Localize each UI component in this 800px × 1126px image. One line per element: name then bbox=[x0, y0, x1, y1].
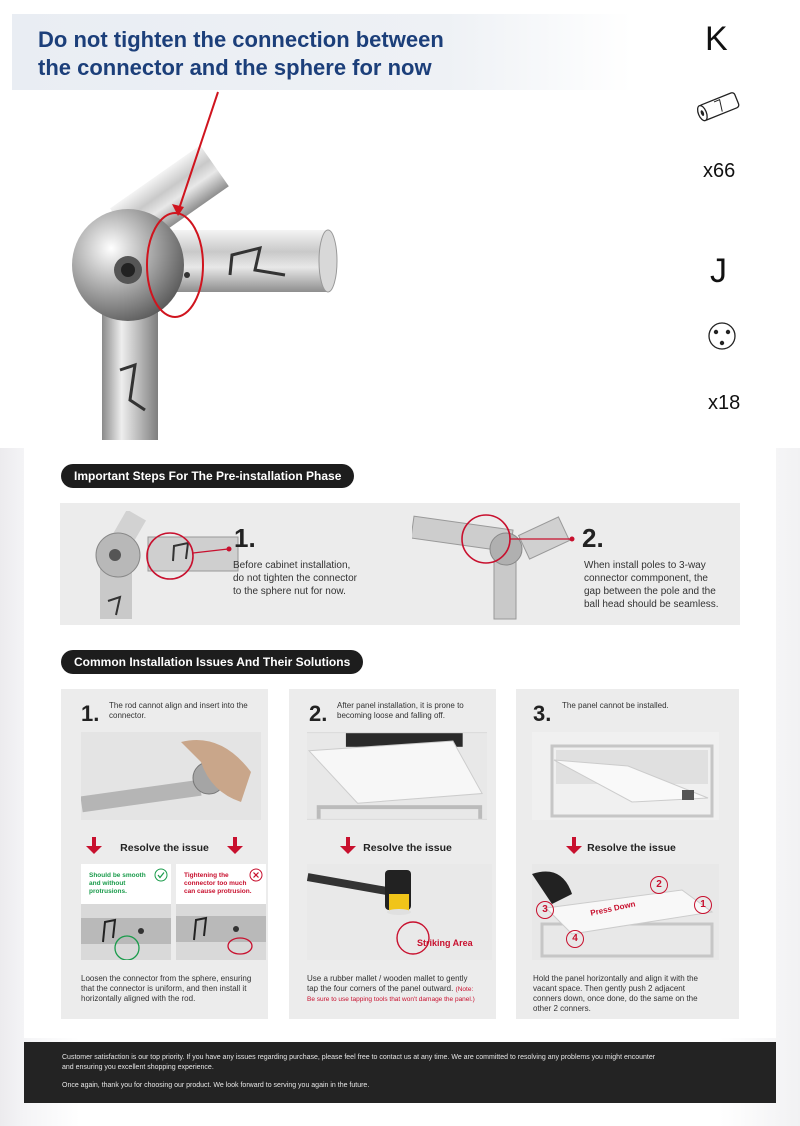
bad-label bbox=[184, 872, 252, 896]
issue-1-solution bbox=[81, 974, 266, 1004]
issue-3-photo bbox=[532, 732, 719, 820]
bad-label-line: connector too much bbox=[184, 880, 247, 887]
connector-sphere-illustration bbox=[60, 80, 360, 440]
footer-line: Once again, thank you for choosing our product. We look forward to serving you again in the future. bbox=[62, 1082, 370, 1089]
part-j-count: x18 bbox=[708, 392, 741, 414]
hero-section bbox=[0, 0, 800, 448]
step2-text-line: connector commponent, the bbox=[584, 573, 708, 584]
sphere-nut-j-icon bbox=[705, 320, 739, 352]
issue-3-solution-line: vacant space. Then gently push 2 adjacent bbox=[533, 984, 685, 993]
issue-2-solution bbox=[307, 974, 492, 1005]
bad-example bbox=[176, 864, 266, 960]
arrow-down-icon bbox=[227, 846, 243, 854]
issue-3-solution-line: conners down, once done, do the same on the bbox=[533, 994, 698, 1003]
issue-1-solution-line: that the connector is uniform, and then install it bbox=[81, 984, 247, 993]
banner-title-line1: Do not tighten the connection between bbox=[38, 27, 444, 52]
issue-2-photo bbox=[307, 732, 487, 820]
issue-2-panel bbox=[289, 689, 496, 1019]
bad-label-line: Tightening the bbox=[184, 872, 229, 879]
step1-text-line: do not tighten the connector bbox=[233, 573, 357, 584]
step2-number: 2. bbox=[582, 523, 604, 553]
issue-3-panel bbox=[516, 689, 739, 1019]
marker-1: 1 bbox=[694, 896, 712, 914]
part-k-count: x66 bbox=[703, 160, 736, 182]
issue-2-problem-line: After panel installation, it is prone to bbox=[337, 701, 464, 710]
connector-k-icon bbox=[692, 88, 748, 124]
step2-illustration bbox=[412, 509, 582, 621]
step2-text-line: When install poles to 3-way bbox=[584, 560, 706, 571]
step1-number: 1. bbox=[234, 523, 256, 553]
part-j-letter: J bbox=[710, 252, 727, 290]
press-down-label: Press Down bbox=[589, 899, 637, 918]
issue-1-panel bbox=[61, 689, 268, 1019]
footer-line: Customer satisfaction is our top priority. If you have any issues regarding purchase, please feel free to contact us at any time. We are committed to resolving any problems you might encounter bbox=[62, 1054, 656, 1061]
issue-3-number: 3. bbox=[533, 701, 552, 726]
issue-2-note: (Note: bbox=[455, 986, 474, 993]
cross-icon bbox=[249, 868, 263, 882]
issue-2-number: 2. bbox=[309, 701, 328, 726]
issue-3-solution bbox=[533, 974, 733, 1014]
good-label-line: Should be smooth bbox=[89, 872, 146, 879]
issue-3-problem bbox=[562, 701, 712, 711]
step1-text-line: to the sphere nut for now. bbox=[233, 586, 346, 597]
issue-2-problem bbox=[337, 701, 487, 721]
issues-heading: Common Installation Issues And Their Solutions bbox=[61, 650, 363, 674]
pre-installation-panel bbox=[60, 503, 740, 625]
step2-text bbox=[584, 559, 719, 611]
bad-label-line: can cause protrusion. bbox=[184, 888, 252, 895]
issue-3-solution-line: other 2 conners. bbox=[533, 1004, 591, 1013]
footer-text bbox=[62, 1053, 738, 1073]
step1-text bbox=[233, 559, 357, 598]
warning-banner bbox=[12, 14, 632, 90]
marker-2: 2 bbox=[650, 876, 668, 894]
press-down-illustration bbox=[532, 864, 719, 960]
marker-3: 3 bbox=[536, 901, 554, 919]
footer-notice bbox=[24, 1042, 776, 1103]
issue-1-problem-line: The rod cannot align and insert into the bbox=[109, 701, 248, 710]
part-k-letter: K bbox=[705, 20, 728, 58]
good-example bbox=[81, 864, 171, 960]
resolve-label: Resolve the issue bbox=[120, 842, 209, 854]
issue-3-problem-line: The panel cannot be installed. bbox=[562, 701, 669, 710]
issue-3-solution-photo bbox=[532, 864, 719, 960]
issue-1-photo bbox=[81, 732, 261, 820]
step2-text-line: ball head should be seamless. bbox=[584, 599, 719, 610]
banner-title bbox=[38, 26, 598, 82]
pre-installation-heading: Important Steps For The Pre-installation Phase bbox=[61, 464, 354, 488]
issue-2-solution-photo bbox=[307, 864, 492, 960]
issue-1-problem-line: connector. bbox=[109, 711, 146, 720]
issue-2-problem-line: becoming loose and falling off. bbox=[337, 711, 445, 720]
arrow-down-icon bbox=[233, 837, 237, 846]
good-label bbox=[89, 872, 146, 896]
step2-text-line: gap between the pole and the bbox=[584, 586, 716, 597]
resolve-label: Resolve the issue bbox=[363, 842, 452, 854]
marker-4: 4 bbox=[566, 930, 584, 948]
good-photo bbox=[81, 904, 171, 960]
issue-1-solution-line: Loosen the connector from the sphere, ensuring bbox=[81, 974, 252, 983]
check-icon bbox=[154, 868, 168, 882]
issue-1-number: 1. bbox=[81, 701, 100, 726]
issue-2-solution-line: Use a rubber mallet / wooden mallet to gently bbox=[307, 974, 468, 983]
bad-photo bbox=[176, 904, 266, 960]
issue-3-solution-line: Hold the panel horizontally and align it with the bbox=[533, 974, 698, 983]
good-label-line: and without bbox=[89, 880, 126, 887]
banner-title-line2: the connector and the sphere for now bbox=[38, 55, 432, 80]
issue-1-solution-line: horizontally aligned with the rod. bbox=[81, 994, 196, 1003]
striking-area-label: Striking Area bbox=[417, 938, 473, 948]
good-label-line: protrusions. bbox=[89, 888, 127, 895]
resolve-label: Resolve the issue bbox=[587, 842, 676, 854]
step1-text-line: Before cabinet installation, bbox=[233, 560, 351, 571]
issue-2-note: Be sure to use tapping tools that won't damage the panel.) bbox=[307, 996, 475, 1003]
issue-2-solution-line: tap the four corners of the panel outward. bbox=[307, 984, 454, 993]
footer-line: and ensuring you excellent shopping experience. bbox=[62, 1064, 214, 1071]
issue-1-problem bbox=[109, 701, 259, 721]
